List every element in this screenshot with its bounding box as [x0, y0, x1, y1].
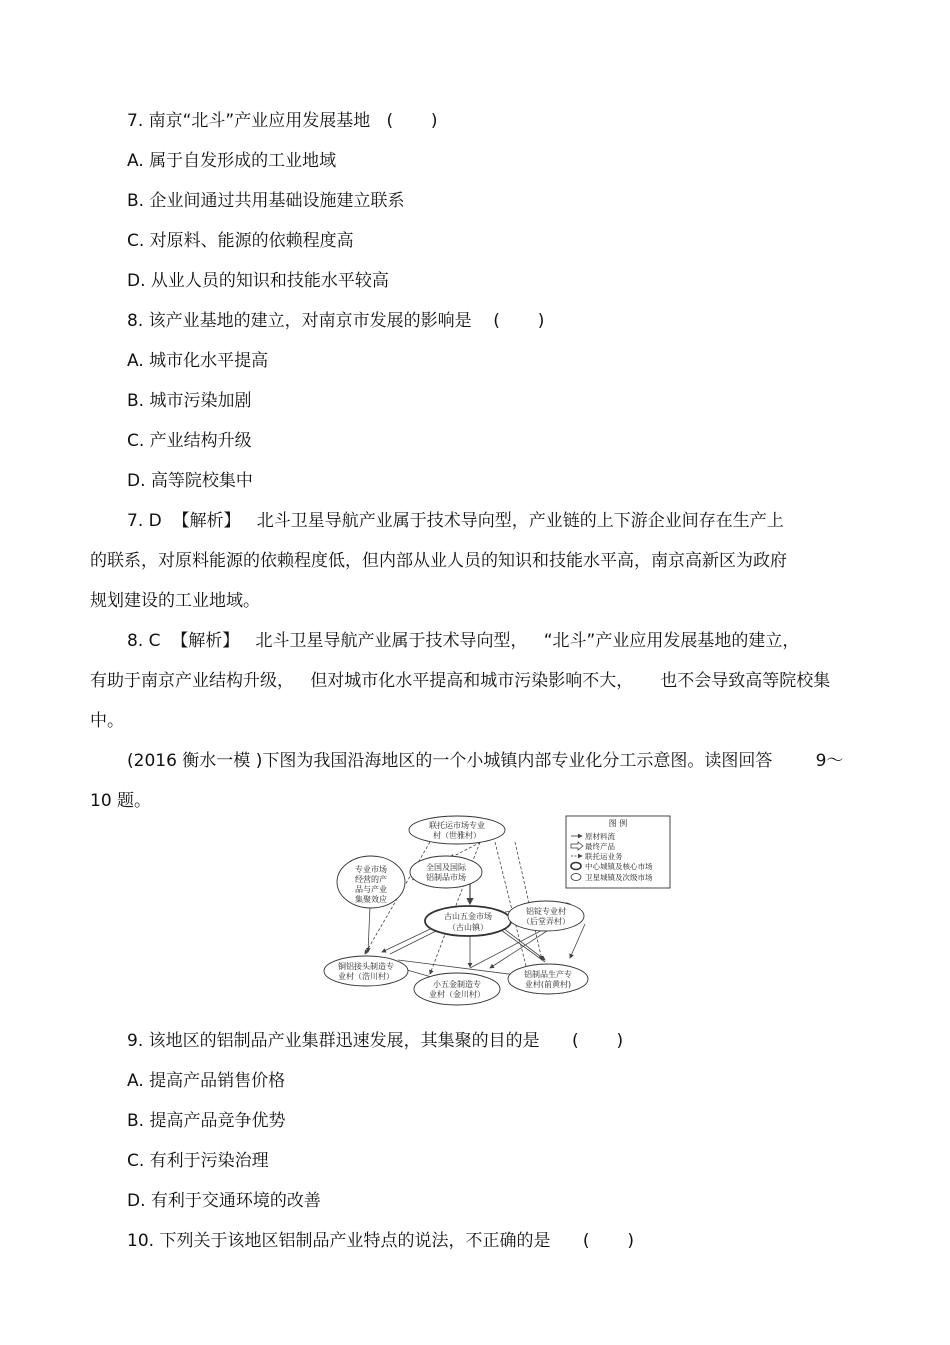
node-gushan-label: 古山五金市场: [444, 912, 492, 921]
question-8-stem: 8. 该产业基地的建立，对南京市发展的影响是 ( ): [127, 311, 545, 331]
legend-satellite-town-icon: [571, 874, 581, 881]
node-quanguo-label: 全国及国际: [426, 863, 466, 872]
node-quanguo-label: 铝制品市场: [426, 873, 466, 882]
legend-title: 图 例: [608, 819, 628, 828]
q9-option-d: D. 有利于交通环境的改善: [127, 1191, 321, 1211]
legend-item: 原材料流: [585, 832, 615, 841]
answer-8-line-1: 8. C 【解析】 北斗卫星导航产业属于技术导向型， “北斗”产业应用发展基地的建立，: [127, 631, 800, 651]
node-lian-tuo-label: 村（世雅村）: [433, 831, 481, 840]
legend-item: 中心城镇及核心市场: [585, 862, 653, 871]
q7-option-d: D. 从业人员的知识和技能水平较高: [127, 271, 389, 291]
legend-central-town-icon: [571, 863, 581, 870]
node-zhuanye-label: 集聚效应: [355, 895, 387, 904]
node-lian-tuo-label: 联托运市场专业: [429, 821, 485, 830]
diagram-legend: [566, 816, 670, 888]
legend-item: 卫星城镇及次级市场: [585, 873, 653, 882]
answer-7-line-2: 的联系，对原料能源的依赖程度低，但内部从业人员的知识和技能水平高，南京高新区为政府: [90, 551, 787, 571]
node-zhuanye-label: 品与产业: [355, 885, 387, 894]
q9-option-b: B. 提高产品竞争优势: [127, 1111, 286, 1131]
question-7-stem: 7. 南京“北斗”产业应用发展基地 ( ): [127, 111, 438, 131]
node-lvzhipin-label: 业村(前黄村): [524, 980, 572, 989]
node-lvding-label: （后堂弄村）: [522, 917, 570, 926]
q9-option-c: C. 有利于污染治理: [127, 1151, 269, 1171]
q7-option-c: C. 对原料、能源的依赖程度高: [127, 231, 354, 251]
q8-option-b: B. 城市污染加剧: [127, 391, 252, 411]
industry-division-diagram: [320, 812, 680, 1008]
question-10-stem: 10. 下列关于该地区铝制品产业特点的说法，不正确的是 ( ): [127, 1231, 634, 1251]
q8-option-c: C. 产业结构升级: [127, 431, 252, 451]
answer-8-line-3: 中。: [90, 711, 124, 731]
node-lvzhipin-label: 铝制品生产专: [524, 970, 572, 979]
q9-option-a: A. 提高产品销售价格: [127, 1071, 286, 1091]
intro-line-2: 10 题。: [90, 791, 152, 811]
node-xiaowujin-label: 小五金制造专: [433, 980, 481, 989]
node-tonglv-label: 业村（浩川村）: [338, 972, 394, 981]
node-lvding-label: 铝锭专业村: [526, 907, 566, 916]
answer-7-line-3: 规划建设的工业地域。: [90, 591, 260, 611]
q8-option-d: D. 高等院校集中: [127, 471, 253, 491]
node-gushan-label: （古山镇）: [448, 923, 488, 932]
node-xiaowujin-label: 业村（金川村）: [429, 990, 485, 999]
node-zhuanye-label: 专业市场: [355, 865, 387, 874]
answer-8-line-2: 有助于南京产业结构升级， 但对城市化水平提高和城市污染影响不大， 也不会导致高等院校集: [90, 671, 831, 691]
node-tonglv-label: 铜铝接头制造专: [338, 962, 394, 971]
node-zhuanye-label: 经营的产: [355, 875, 387, 884]
intro-line-1: (2016 衡水一模 )下图为我国沿海地区的一个小城镇内部专业化分工示意图。读图回答 9～: [127, 751, 844, 771]
q7-option-b: B. 企业间通过共用基础设施建立联系: [127, 191, 405, 211]
legend-item: 联托运业务: [585, 852, 623, 861]
legend-item: 最终产品: [585, 842, 615, 851]
q8-option-a: A. 城市化水平提高: [127, 351, 269, 371]
q7-option-a: A. 属于自发形成的工业地域: [127, 151, 337, 171]
answer-7-line-1: 7. D 【解析】 北斗卫星导航产业属于技术导向型，产业链的上下游企业间存在生产上: [127, 511, 784, 531]
question-9-stem: 9. 该地区的铝制品产业集群迅速发展，其集聚的目的是 ( ): [127, 1031, 624, 1051]
